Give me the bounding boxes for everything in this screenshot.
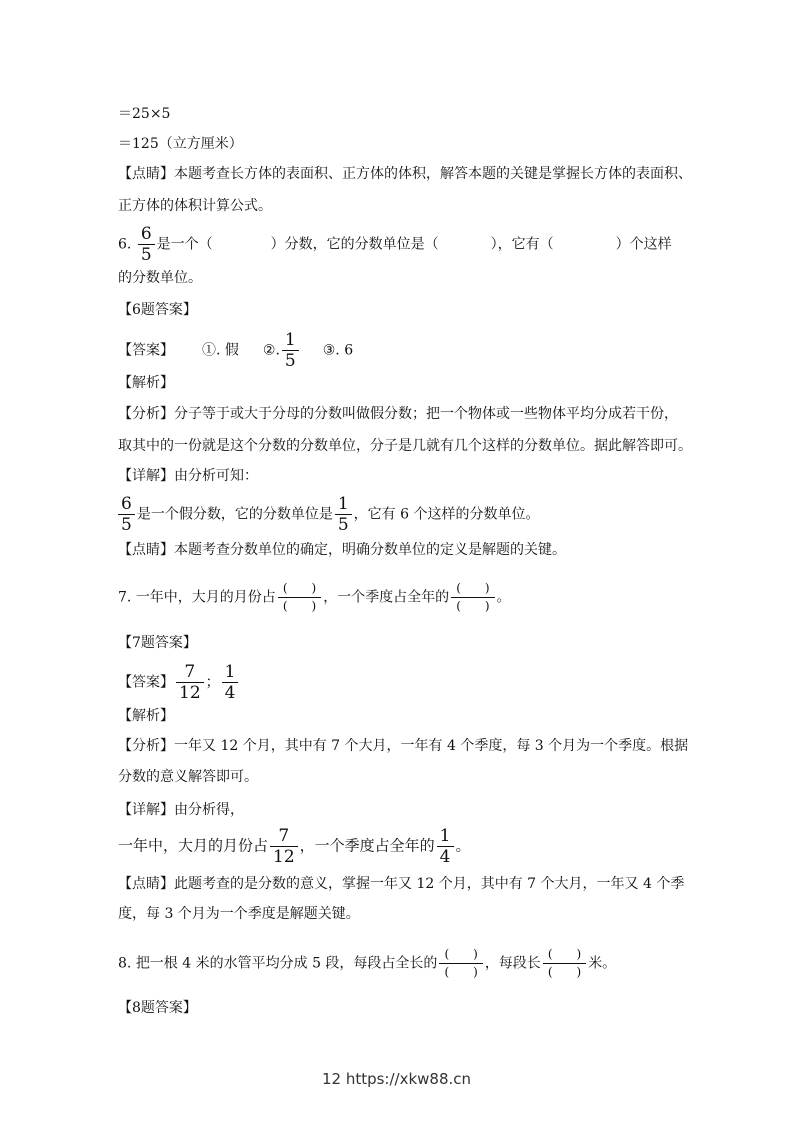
fraction [176, 662, 204, 703]
answer-label: 【答案】 [118, 674, 174, 691]
numerator: 1 [224, 662, 236, 682]
dianjing-line-1: 【点睛】本题考查长方体的表面积、正方体的体积，解答本题的关键是掌握长方体的表面积、 [118, 166, 692, 182]
fenxi-7-line-1: 【分析】一年又 12 个月，其中有 7 个大月，一年有 4 个季度，每 3 个月为一个季度。根据 [118, 738, 689, 754]
dianjing-7-line-2: 度，每 3 个月为一个季度是解题关键。 [118, 906, 360, 922]
question-text: ）分数，它的分数单位是（ [270, 236, 439, 253]
blank: ( ) [456, 581, 490, 595]
question-text: ，一个季度占全年的 [323, 589, 450, 606]
blank-fraction [451, 580, 494, 615]
fenxi-6-line-2: 取其中的一份就是这个分数的分数单位，分子是几就有几个这样的分数单位。据此解答即可。 [118, 438, 692, 454]
answer-heading-7: 【7题答案】 [118, 635, 197, 651]
detail-text: ，一个季度占全年的 [299, 836, 435, 855]
denominator: 5 [335, 514, 352, 535]
answer-heading-6: 【6题答案】 [118, 302, 197, 318]
fraction [282, 330, 299, 371]
blank-fraction [543, 946, 586, 981]
fraction [270, 826, 298, 867]
blank-fraction [278, 580, 321, 615]
fraction [222, 662, 239, 703]
detail-text: 。 [455, 836, 471, 855]
denominator: 12 [176, 682, 204, 703]
detail-text: ，它有 6 个这样的分数单位。 [353, 506, 540, 523]
denominator: 5 [138, 244, 155, 265]
denominator: 4 [437, 846, 454, 867]
denominator: 4 [222, 682, 239, 703]
question-number: 7. [118, 589, 132, 606]
numerator: 1 [439, 826, 451, 846]
page-footer: 12 https://xkw88.cn [321, 1070, 472, 1088]
denominator: 5 [282, 350, 299, 371]
analysis-heading-7: 【解析】 [118, 708, 174, 724]
fenxi-6-line-1: 【分析】分子等于或大于分母的分数叫做假分数；把一个物体或一些物体平均分成若干份， [118, 406, 678, 422]
question-text: ）个这样 [615, 236, 672, 253]
detail-text: 一年中，大月的月份占 [118, 836, 269, 855]
numerator: 6 [140, 224, 152, 244]
answer-heading-8: 【8题答案】 [118, 1000, 197, 1016]
question-8 [118, 946, 616, 981]
blank: ( ) [547, 947, 582, 961]
blank: ( ) [278, 597, 321, 615]
detail-7 [118, 826, 471, 867]
question-7 [118, 580, 511, 615]
question-6-cont: 的分数单位。 [118, 270, 202, 286]
analysis-heading-6: 【解析】 [118, 375, 174, 391]
xiangjie-7: 【详解】由分析得， [118, 802, 244, 818]
answer-item: ③. 6 [322, 342, 354, 359]
answer-6 [118, 330, 353, 371]
question-text: 把一根 4 米的水管平均分成 5 段，每段占全长的 [135, 955, 438, 972]
fraction [138, 224, 155, 265]
fenxi-7-line-2: 分数的意义解答即可。 [118, 769, 258, 785]
calc-line-2: ＝125（立方厘米） [118, 136, 243, 152]
question-number: 6. [118, 236, 132, 253]
numerator: 7 [184, 662, 196, 682]
numerator: 1 [284, 330, 296, 350]
dianjing-7-line-1: 【点睛】此题考查的是分数的意义，掌握一年又 12 个月，其中有 7 个大月，一年又 4 个季 [118, 876, 685, 892]
blank: ( ) [451, 597, 494, 615]
question-text: 。 [496, 589, 511, 606]
answer-item: ①. 假 [202, 342, 239, 359]
xiangjie-6: 【详解】由分析可知： [118, 468, 258, 484]
blank-fraction [439, 946, 482, 981]
blank: ( ) [444, 947, 478, 961]
detail-text: 是一个假分数，它的分数单位是 [136, 506, 333, 523]
answer-7 [118, 662, 240, 703]
question-text: ，每段长 [484, 955, 541, 972]
numerator: 7 [278, 826, 290, 846]
calc-line-1: ＝25×5 [118, 106, 171, 122]
answer-item: ②. [262, 342, 280, 359]
blank: ( ) [543, 963, 586, 981]
denominator: 12 [270, 846, 298, 867]
question-number: 8. [118, 955, 132, 972]
blank: ( ) [282, 581, 317, 595]
fraction [335, 494, 352, 535]
question-text: 米。 [588, 955, 617, 972]
question-text: 一年中，大月的月份占 [135, 589, 276, 606]
question-text: 是一个（ [156, 236, 213, 253]
fraction [118, 494, 135, 535]
numerator: 6 [121, 494, 132, 514]
separator: ； [205, 674, 220, 691]
answer-label: 【答案】 [118, 342, 174, 359]
numerator: 1 [337, 494, 349, 514]
fraction [437, 826, 454, 867]
denominator: 5 [118, 514, 135, 535]
detail-6 [118, 494, 539, 535]
question-text: ），它有（ [490, 236, 554, 253]
dianjing-6: 【点睛】本题考查分数单位的确定，明确分数单位的定义是解题的关键。 [118, 542, 566, 558]
blank: ( ) [439, 963, 482, 981]
question-6 [118, 224, 672, 265]
dianjing-line-2: 正方体的体积计算公式。 [118, 198, 272, 214]
